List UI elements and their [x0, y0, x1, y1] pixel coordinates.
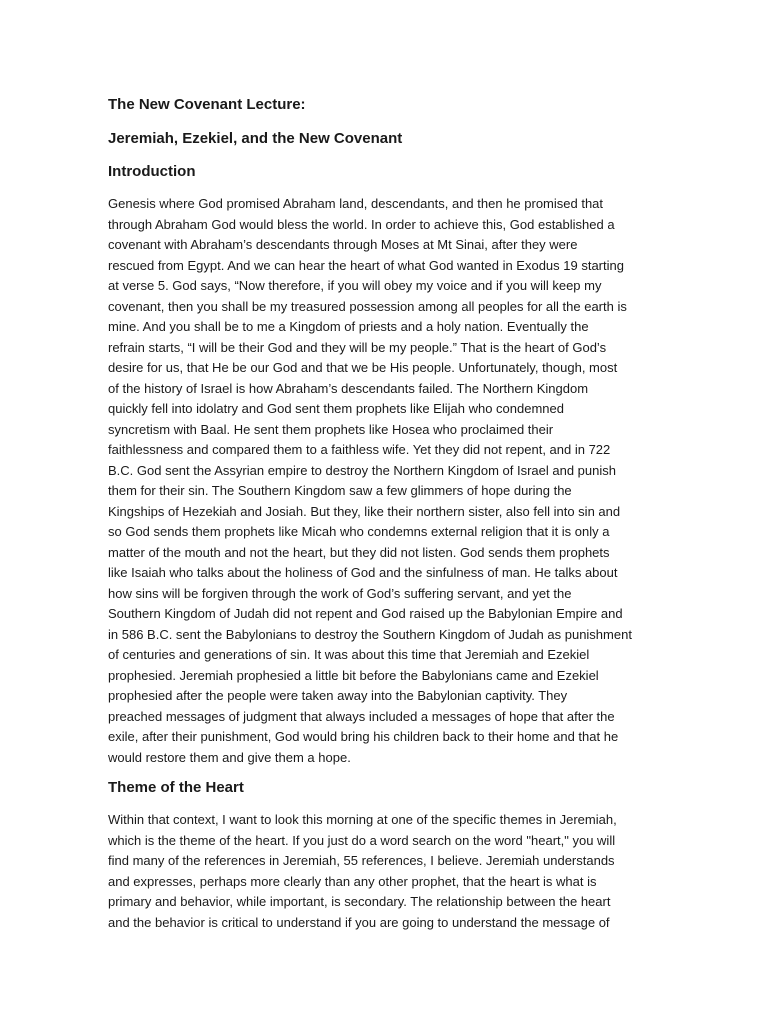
paragraph-line: find many of the references in Jeremiah, 55 references, I believe. Jeremiah understands	[108, 853, 615, 868]
paragraph-line: syncretism with Baal. He sent them prophets like Hosea who proclaimed their	[108, 421, 554, 437]
paragraph-line: in 586 B.C. sent the Babylonians to destroy the Southern Kingdom of Judah as punishment	[108, 626, 632, 642]
paragraph-line: matter of the mouth and not the heart, but they did not listen. God sends them prophets	[108, 544, 610, 560]
paragraph-line: B.C. God sent the Assyrian empire to destroy the Northern Kingdom of Israel and punish	[108, 462, 616, 478]
paragraph-line: how sins will be forgiven through the work of God’s suffering servant, and yet the	[108, 585, 572, 601]
paragraph-line: preached messages of judgment that always included a messages of hope that after the	[108, 708, 615, 724]
paragraph-line: Genesis where God promised Abraham land, descendants, and then he promised that	[108, 196, 604, 211]
paragraph-line: refrain starts, “I will be their God and they will be my people.” That is the heart of God’s	[108, 339, 607, 355]
paragraph-line: would restore them and give them a hope.	[108, 749, 351, 765]
paragraph-line: primary and behavior, while important, is secondary. The relationship between the heart	[108, 894, 611, 909]
paragraph-line: Southern Kingdom of Judah did not repent and God raised up the Babylonian Empire and	[108, 606, 623, 621]
paragraph-line: so God sends them prophets like Micah who condemns external religion that it is only a	[108, 524, 610, 539]
paragraph-line: of the history of Israel is how Abraham’s descendants failed. The Northern Kingdom	[108, 380, 589, 396]
paragraph-line: and expresses, perhaps more clearly than any other prophet, that the heart is what is	[108, 873, 597, 889]
paragraph-line: quickly fell into idolatry and God sent them prophets like Elijah who condemned	[108, 401, 564, 416]
paragraph-line: them for their sin. The Southern Kingdom saw a few glimmers of hope during the	[108, 483, 572, 498]
paragraph-line: and the behavior is critical to understand if you are going to understand the message of	[108, 914, 610, 930]
paragraph-line: Kingships of Hezekiah and Josiah. But they, like their northern sister, also fell into sin and	[108, 503, 621, 519]
theme-paragraph	[108, 810, 617, 933]
section-heading-theme-of-the-heart: Theme of the Heart	[108, 779, 244, 796]
paragraph-line: of centuries and generations of sin. It was about this time that Jeremiah and Ezekiel	[108, 647, 590, 662]
introduction-paragraph	[108, 194, 632, 768]
paragraph-line: at verse 5. God says, “Now therefore, if you will obey my voice and if you will keep my	[108, 278, 602, 293]
paragraph-line: prophesied after the people were taken away into the Babylonian captivity. They	[108, 688, 568, 703]
paragraph-line: faithlessness and compared them to a faithless wife. Yet they did not repent, and in 722	[108, 442, 611, 457]
paragraph-line: exile, after their punishment, God would bring his children back to their home and that he	[108, 729, 619, 744]
paragraph-line: prophesied. Jeremiah prophesied a little bit before the Babylonians came and Ezekiel	[108, 667, 599, 683]
paragraph-line: desire for us, that He be our God and that we be His people. Unfortunately, though, most	[108, 360, 618, 375]
document-subtitle: Jeremiah, Ezekiel, and the New Covenant	[108, 130, 403, 147]
section-heading-introduction: Introduction	[108, 163, 196, 180]
paragraph-line: which is the theme of the heart. If you just do a word search on the word "heart," you will	[108, 832, 616, 848]
document-title: The New Covenant Lecture:	[108, 96, 306, 113]
paragraph-line: covenant with Abraham’s descendants through Moses at Mt Sinai, after they were	[108, 237, 578, 252]
paragraph-line: mine. And you shall be to me a Kingdom of priests and a holy nation. Eventually the	[108, 319, 589, 334]
paragraph-line: covenant, then you shall be my treasured possession among all peoples for all the earth is	[108, 298, 627, 314]
paragraph-line: Within that context, I want to look this morning at one of the specific themes in Jeremiah,	[108, 812, 617, 827]
paragraph-line: through Abraham God would bless the world. In order to achieve this, God established a	[108, 216, 615, 232]
paragraph-line: rescued from Egypt. And we can hear the heart of what God wanted in Exodus 19 starting	[108, 257, 624, 273]
paragraph-line: like Isaiah who talks about the holiness of God and the sinfulness of man. He talks about	[108, 565, 618, 580]
